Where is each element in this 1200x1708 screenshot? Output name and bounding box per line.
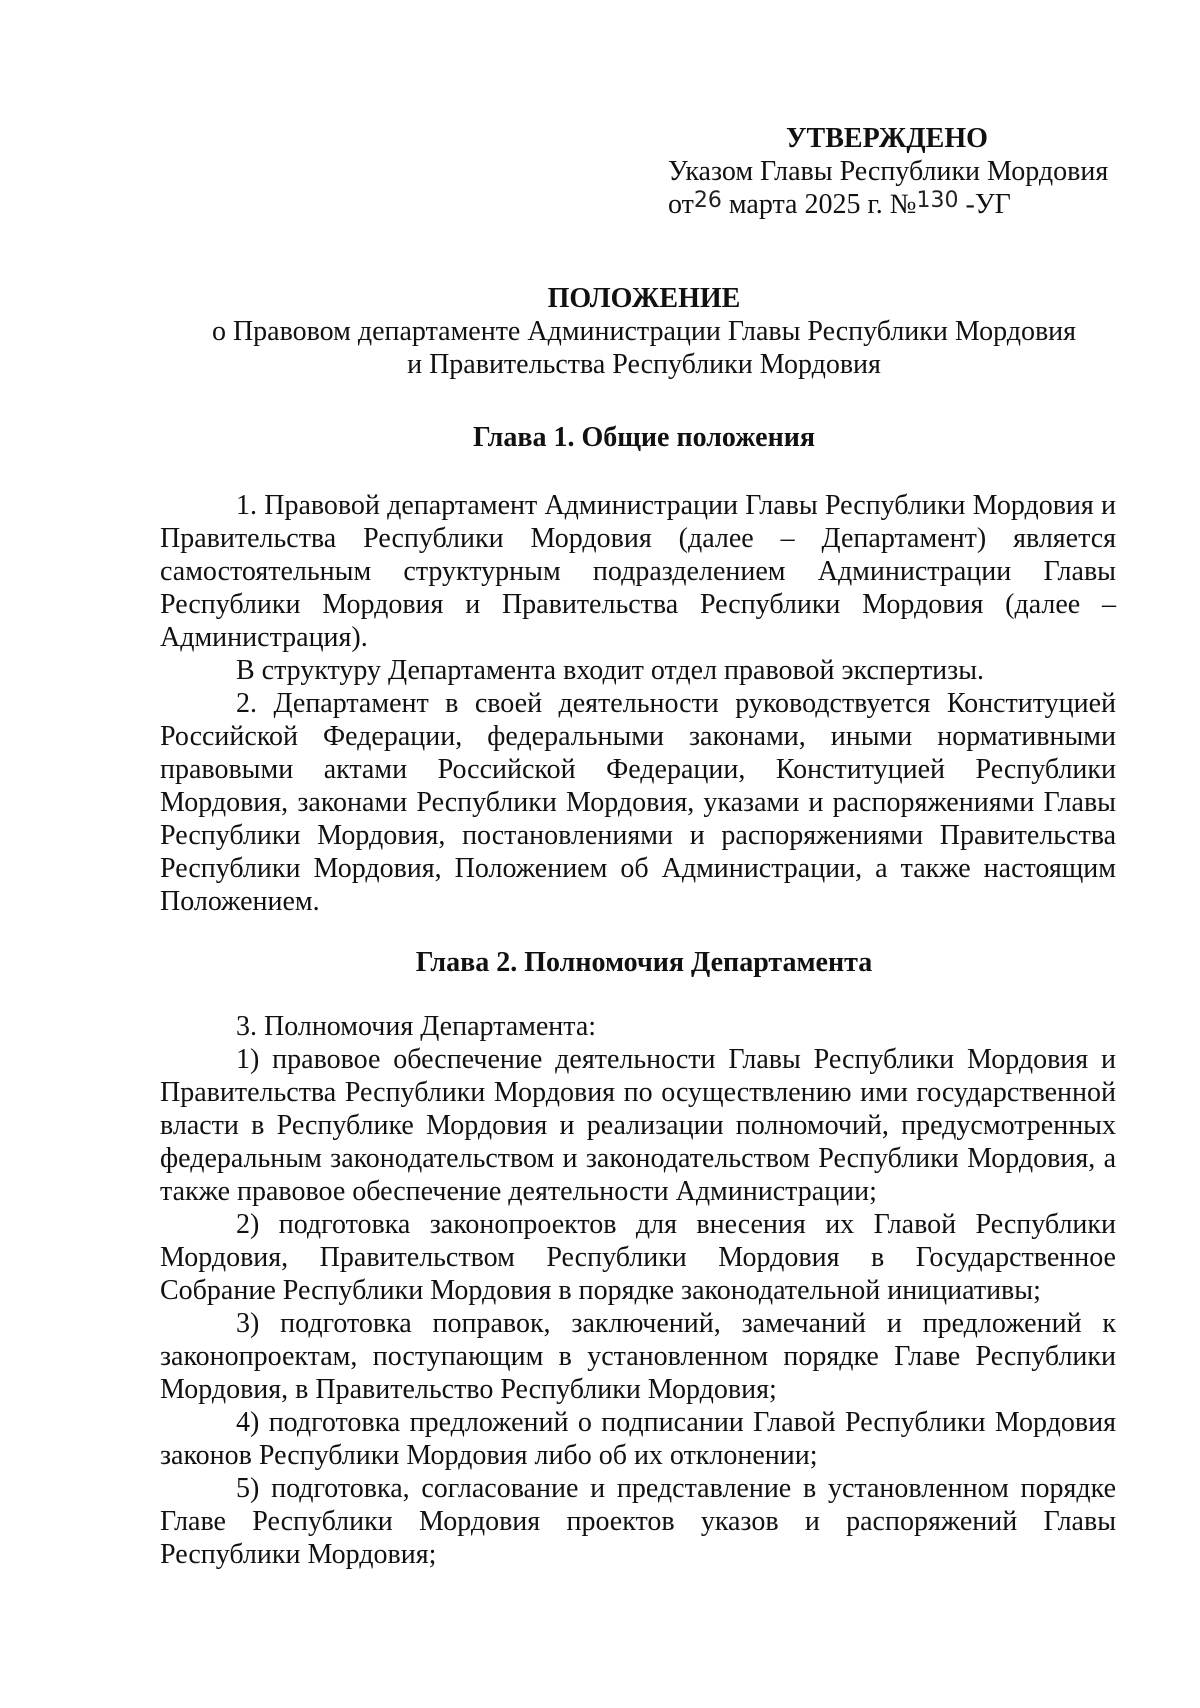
decree-number: 130	[916, 188, 959, 213]
paragraph: 4) подготовка предложений о подписании Главой Республики Мордовия законов Республики Мордовия либо об их отклонении;	[160, 1407, 1116, 1471]
paragraph: 2) подготовка законопроектов для внесения их Главой Республики Мордовия, Правительством Республики Мордовия в Государственное Собрание Республики Мордовия в порядке законодательной инициативы;	[160, 1209, 1116, 1306]
date-day: 26	[693, 188, 722, 213]
paragraph: 1) правовое обеспечение деятельности Главы Республики Мордовия и Правительства Республики Мордовия по осуществлению ими государственной власти в Республике Мордовия и реализации полномочий, предусмотренных федеральным законодательством и законодательством Республики Мордовия, а также правовое обеспечение деятельности Администрации;	[160, 1044, 1116, 1207]
approval-heading: УТВЕРЖДЕНО	[786, 123, 988, 154]
document-title	[160, 282, 1128, 381]
approval-date-line	[668, 188, 1168, 223]
paragraph: 3) подготовка поправок, заключений, замечаний и предложений к законопроектам, поступающим в установленном порядке Главе Республики Мордовия, в Правительство Республики Мордовия;	[160, 1308, 1116, 1405]
approval-decree-line: Указом Главы Республики Мордовия	[668, 156, 1109, 187]
paragraph: 3. Полномочия Департамента:	[236, 1011, 597, 1042]
chapter-2-body	[160, 1010, 1116, 1571]
date-rest: марта 2025 г. №	[728, 189, 917, 220]
title-line-2: о Правовом департаменте Администрации Главы Республики Мордовия	[211, 316, 1077, 347]
date-prefix: от	[668, 189, 694, 220]
chapter-1-body	[160, 489, 1116, 918]
paragraph: В структуру Департамента входит отдел правовой экспертизы.	[236, 655, 985, 686]
decree-number-suffix: -УГ	[965, 189, 1011, 220]
paragraph: 5) подготовка, согласование и представление в установленном порядке Главе Республики Мордовия проектов указов и распоряжений Главы Республики Мордовия;	[160, 1473, 1116, 1570]
chapter-2-heading: Глава 2. Полномочия Департамента	[415, 947, 873, 978]
title-line-3: и Правительства Республики Мордовия	[407, 349, 881, 380]
approval-stamp	[668, 122, 1168, 223]
paragraph: 2. Департамент в своей деятельности руководствуется Конституцией Российской Федерации, федеральными законами, иными нормативными правовыми актами Российской Федерации, Конституцией Республики Мордовия, законами Республики Мордовия, указами и распоряжениями Главы Республики Мордовия, постановлениями и распоряжениями Правительства Республики Мордовия, Положением об Администрации, а также настоящим Положением.	[160, 688, 1116, 917]
chapter-1-heading: Глава 1. Общие положения	[472, 422, 815, 453]
title-heading: ПОЛОЖЕНИЕ	[547, 283, 741, 314]
paragraph: 1. Правовой департамент Администрации Главы Республики Мордовия и Правительства Республики Мордовия (далее – Департамент) является самостоятельным структурным подразделением Администрации Главы Республики Мордовия и Правительства Республики Мордовия (далее – Администрация).	[160, 490, 1116, 653]
